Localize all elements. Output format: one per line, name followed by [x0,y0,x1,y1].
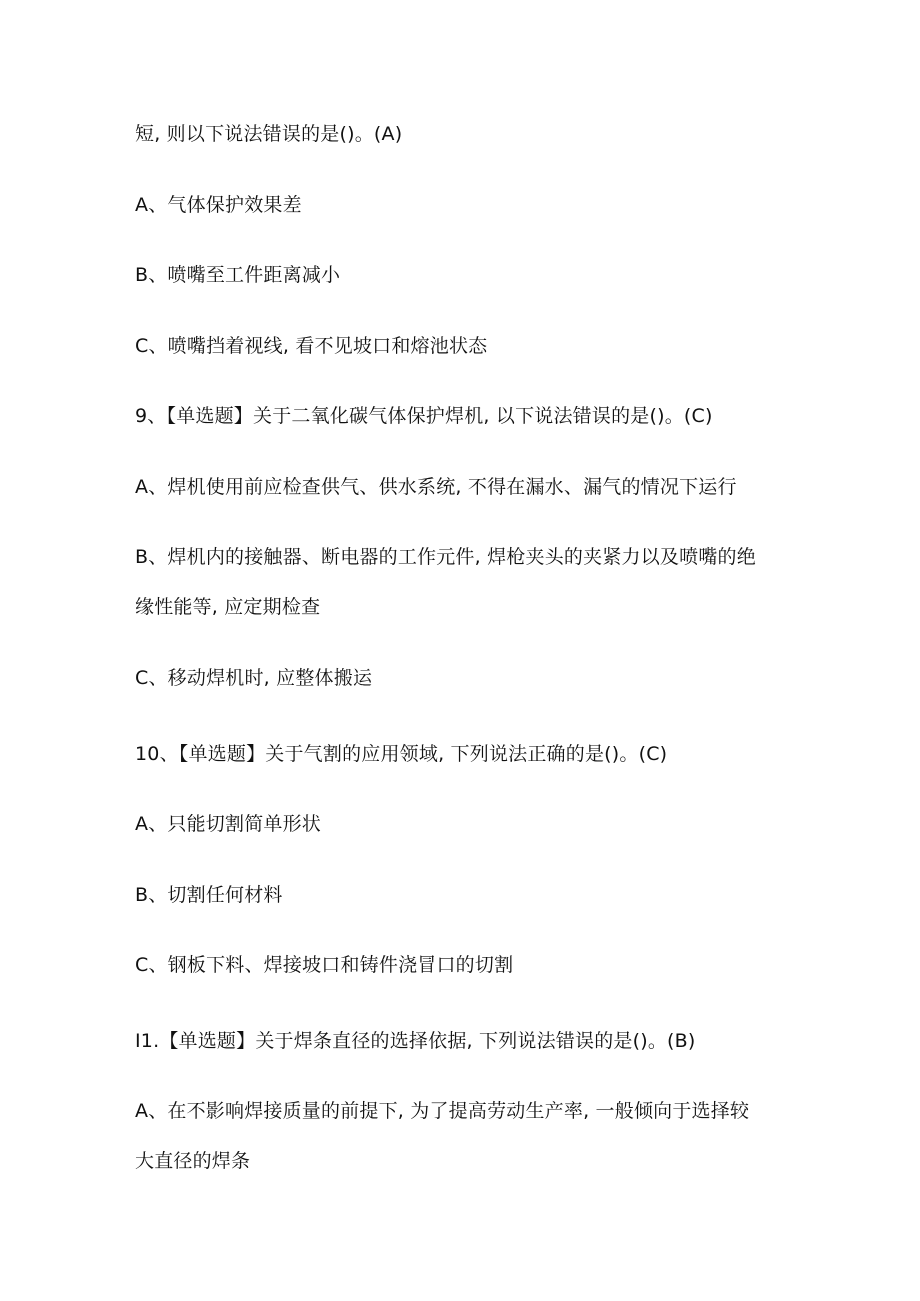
text-line: A、只能切割简单形状 [135,813,321,835]
text-line: 短, 则以下说法错误的是()。(A) [135,123,403,145]
text-line: B、焊机内的接触器、断电器的工作元件, 焊枪夹头的夹紧力以及喷嘴的绝 [135,546,756,568]
text-line: A、焊机使用前应检查供气、供水系统, 不得在漏水、漏气的情况下运行 [135,476,737,498]
text-line: B、喷嘴至工件距离减小 [135,264,341,286]
question-line: 9、【单选题】关于二氧化碳气体保护焊机, 以下说法错误的是()。(C) [135,405,713,427]
question-line: I1.【单选题】关于焊条直径的选择依据, 下列说法错误的是()。(B) [135,1030,696,1052]
text-line: C、钢板下料、焊接坡口和铸件浇冒口的切割 [135,954,514,976]
text-line: 缘性能等, 应定期检查 [135,596,321,618]
text-line: A、在不影响焊接质量的前提下, 为了提高劳动生产率, 一般倾向于选择较 [135,1100,750,1122]
text-line: C、喷嘴挡着视线, 看不见坡口和熔池状态 [135,335,488,357]
text-line: A、气体保护效果差 [135,194,302,216]
question-line: 10、【单选题】关于气割的应用领域, 下列说法正确的是()。(C) [135,743,668,765]
text-line: C、移动焊机时, 应整体搬运 [135,667,373,689]
text-line: 大直径的焊条 [135,1150,251,1172]
text-line: B、切割任何材料 [135,884,283,906]
